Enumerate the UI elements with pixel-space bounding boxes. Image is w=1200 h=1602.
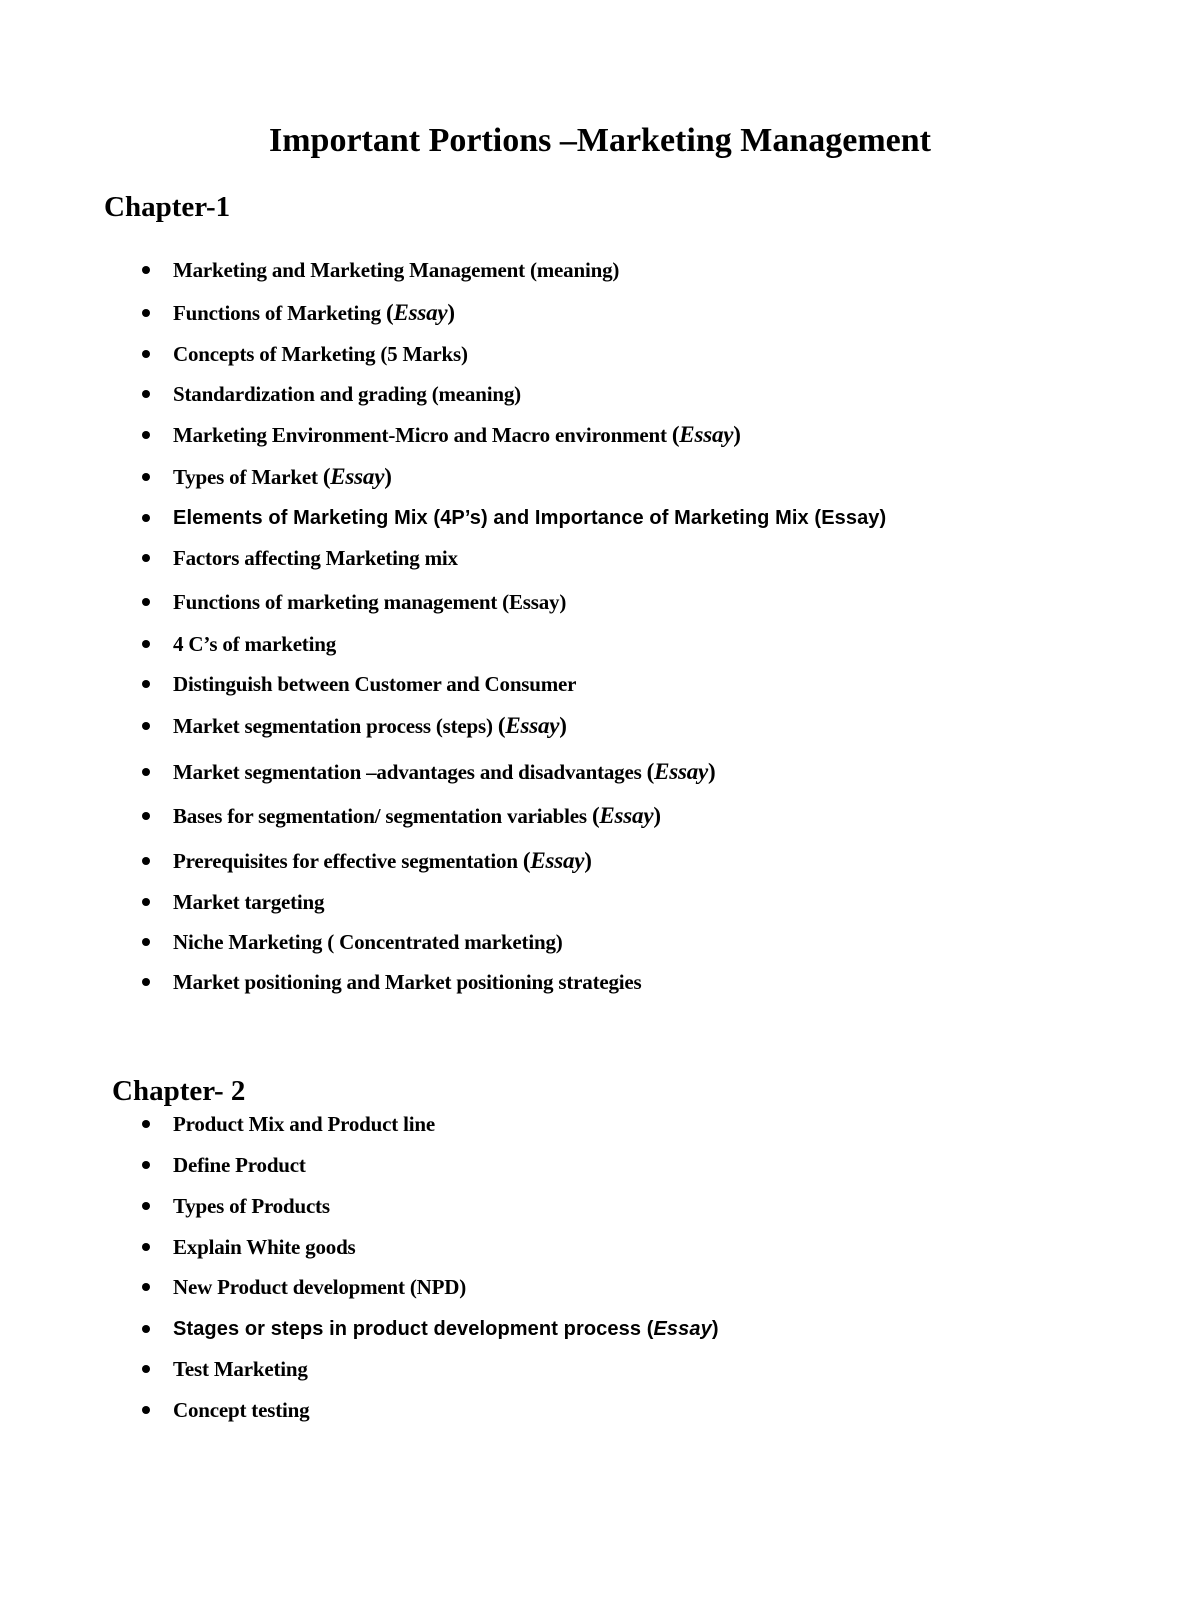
list-item	[142, 1351, 308, 1387]
list-item-text: Elements of Marketing Mix (4P’s) and Importance of Marketing Mix (Essay)	[173, 506, 887, 529]
bullet-icon	[142, 1202, 150, 1210]
list-item	[142, 754, 716, 790]
document-title: Important Portions –Marketing Management	[269, 122, 931, 159]
bullet-icon	[142, 473, 150, 481]
list-item-text: New Product development (NPD)	[173, 1274, 467, 1299]
list-item	[142, 1147, 306, 1183]
list-item	[142, 584, 566, 620]
essay-tag: Essay	[654, 759, 709, 784]
list-item-text: Test Marketing	[173, 1356, 308, 1381]
list-item	[142, 708, 567, 744]
list-item	[142, 459, 392, 495]
bullet-icon	[142, 1120, 150, 1128]
bullet-icon	[142, 431, 150, 439]
bullet-icon	[142, 978, 150, 986]
bullet-icon	[142, 812, 150, 820]
list-item-text: Factors affecting Marketing mix	[173, 545, 458, 570]
bullet-icon	[142, 1161, 150, 1169]
list-item-text: Explain White goods	[173, 1234, 356, 1259]
list-item-text: Distinguish between Customer and Consumer	[173, 671, 577, 696]
list-item	[142, 1188, 330, 1224]
essay-tag: Essay	[505, 713, 560, 738]
list-item-text: Market segmentation –advantages and disadvantages (Essay)	[173, 759, 716, 784]
list-item	[142, 376, 521, 412]
list-item	[142, 1229, 356, 1265]
bullet-icon	[142, 898, 150, 906]
chapter-1-heading: Chapter-1	[104, 191, 231, 223]
bullet-icon	[142, 1406, 150, 1414]
list-item-text: Functions of marketing management (Essay)	[173, 589, 567, 614]
list-item-text: Functions of Marketing (Essay)	[173, 300, 455, 325]
list-item-text: Prerequisites for effective segmentation (Essay)	[173, 848, 592, 873]
essay-tag: Essay	[599, 803, 654, 828]
bullet-icon	[142, 1243, 150, 1251]
essay-tag: Essay	[653, 1317, 712, 1340]
list-item	[142, 540, 458, 576]
list-item	[142, 843, 592, 879]
bullet-icon	[142, 857, 150, 865]
bullet-icon	[142, 554, 150, 562]
list-item-text: Niche Marketing ( Concentrated marketing)	[173, 929, 563, 954]
list-item-text: Concepts of Marketing (5 Marks)	[173, 341, 468, 366]
list-item-text: Stages or steps in product development process (Essay)	[173, 1317, 719, 1340]
list-item-text: Bases for segmentation/ segmentation variables (Essay)	[173, 803, 661, 828]
bullet-icon	[142, 1283, 150, 1291]
essay-tag: Essay	[530, 848, 585, 873]
list-item	[142, 1106, 435, 1142]
list-item-text: Define Product	[173, 1152, 306, 1177]
list-item	[142, 1392, 309, 1428]
list-item	[142, 1269, 466, 1305]
list-item	[142, 798, 661, 834]
list-item	[142, 924, 563, 960]
list-item-text: Concept testing	[173, 1397, 310, 1422]
list-item-text: Marketing and Marketing Management (meaning)	[173, 257, 620, 282]
list-item-text: 4 C’s of marketing	[173, 631, 337, 656]
list-item-text: Market positioning and Market positioning strategies	[173, 969, 642, 994]
list-item	[142, 417, 741, 453]
list-item	[142, 666, 576, 702]
essay-tag: Essay	[393, 300, 448, 325]
bullet-icon	[142, 1325, 150, 1333]
essay-tag: Essay	[330, 464, 385, 489]
list-item	[142, 964, 642, 1000]
bullet-icon	[142, 680, 150, 688]
bullet-icon	[142, 722, 150, 730]
bullet-icon	[142, 266, 150, 274]
list-item	[142, 252, 619, 288]
bullet-icon	[142, 390, 150, 398]
chapter-2-heading: Chapter- 2	[112, 1075, 246, 1107]
bullet-icon	[142, 640, 150, 648]
list-item-text: Types of Products	[173, 1193, 330, 1218]
essay-tag: Essay	[679, 422, 734, 447]
bullet-icon	[142, 350, 150, 358]
bullet-icon	[142, 768, 150, 776]
bullet-icon	[142, 1365, 150, 1373]
list-item-text: Marketing Environment-Micro and Macro environment (Essay)	[173, 422, 741, 447]
list-item-text: Standardization and grading (meaning)	[173, 381, 521, 406]
list-item	[142, 500, 886, 536]
list-item-text: Product Mix and Product line	[173, 1111, 435, 1136]
list-item	[142, 295, 455, 331]
list-item	[142, 626, 336, 662]
bullet-icon	[142, 938, 150, 946]
bullet-icon	[142, 598, 150, 606]
list-item-text: Types of Market (Essay)	[173, 464, 392, 489]
bullet-icon	[142, 309, 150, 317]
bullet-icon	[142, 514, 150, 522]
list-item-text: Market segmentation process (steps) (Essay)	[173, 713, 567, 738]
list-item	[142, 1311, 719, 1347]
list-item	[142, 884, 324, 920]
list-item-text: Market targeting	[173, 889, 325, 914]
list-item	[142, 336, 468, 372]
